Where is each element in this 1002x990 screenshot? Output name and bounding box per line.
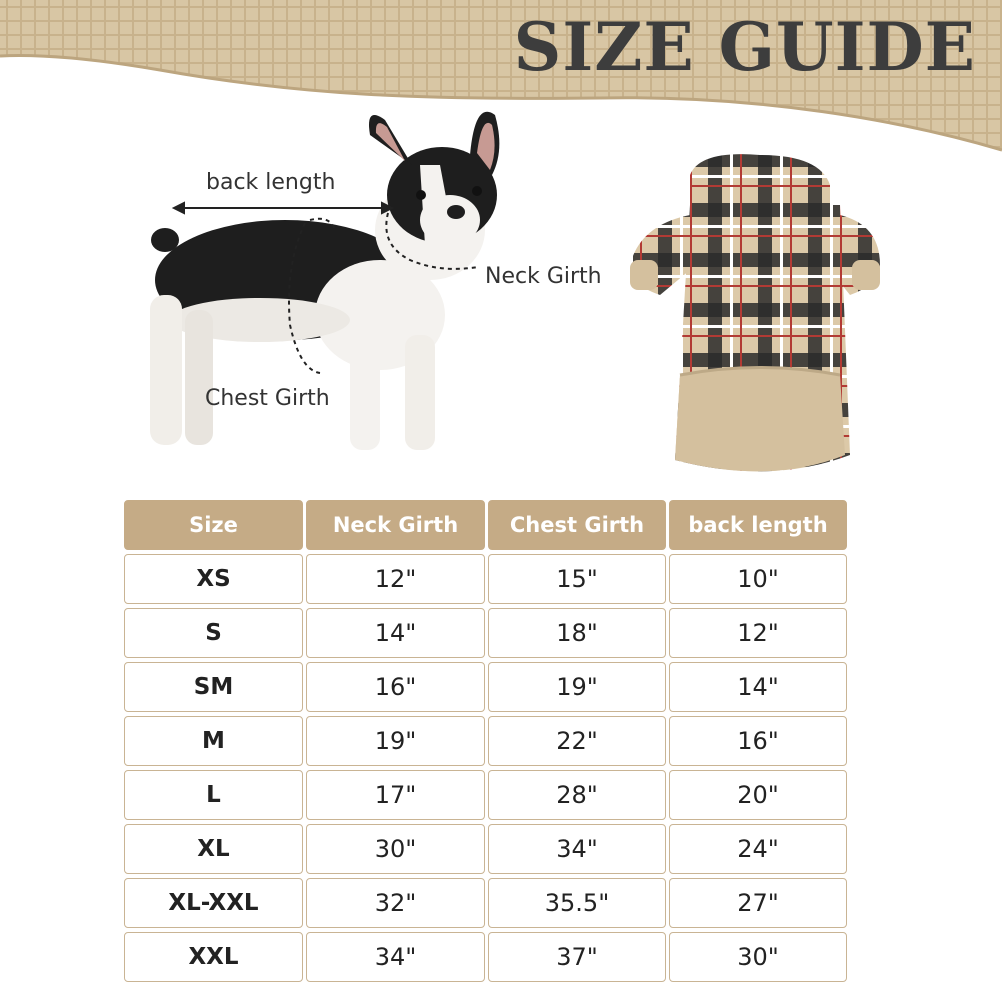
neck-cell: 19" [306, 716, 485, 766]
size-cell: M [124, 716, 303, 766]
neck-cell: 32" [306, 878, 485, 928]
header-back-length: back length [669, 500, 847, 550]
table-row [124, 824, 848, 874]
chest-cell: 18" [488, 608, 666, 658]
table-row [124, 770, 848, 820]
size-chart-table [124, 500, 848, 986]
table-row [124, 878, 848, 928]
back-cell: 30" [669, 932, 847, 982]
chest-cell: 34" [488, 824, 666, 874]
back-cell: 24" [669, 824, 847, 874]
size-cell: XS [124, 554, 303, 604]
chest-cell: 22" [488, 716, 666, 766]
table-row [124, 662, 848, 712]
neck-cell: 14" [306, 608, 485, 658]
back-cell: 10" [669, 554, 847, 604]
neck-cell: 16" [306, 662, 485, 712]
table-row [124, 716, 848, 766]
chest-girth-label: Chest Girth [205, 386, 330, 411]
back-cell: 20" [669, 770, 847, 820]
hoodie-illustration [630, 154, 880, 471]
header-size: Size [124, 500, 303, 550]
back-length-arrow [174, 203, 392, 213]
neck-girth-label: Neck Girth [485, 264, 602, 289]
table-row [124, 932, 848, 982]
chest-cell: 37" [488, 932, 666, 982]
size-cell: XL [124, 824, 303, 874]
page-title: SIZE GUIDE [513, 8, 976, 86]
neck-cell: 30" [306, 824, 485, 874]
neck-cell: 34" [306, 932, 485, 982]
neck-cell: 17" [306, 770, 485, 820]
back-length-label: back length [206, 170, 336, 195]
size-cell: L [124, 770, 303, 820]
chest-cell: 15" [488, 554, 666, 604]
chest-cell: 28" [488, 770, 666, 820]
back-cell: 12" [669, 608, 847, 658]
chest-cell: 35.5" [488, 878, 666, 928]
table-header-row [124, 500, 848, 550]
neck-cell: 12" [306, 554, 485, 604]
back-cell: 27" [669, 878, 847, 928]
header-neck-girth: Neck Girth [306, 500, 485, 550]
size-cell: XXL [124, 932, 303, 982]
size-cell: XL-XXL [124, 878, 303, 928]
chest-cell: 19" [488, 662, 666, 712]
size-cell: S [124, 608, 303, 658]
back-cell: 14" [669, 662, 847, 712]
back-cell: 16" [669, 716, 847, 766]
header-chest-girth: Chest Girth [488, 500, 666, 550]
dog-and-hoodie-illustration [0, 95, 1002, 495]
table-row [124, 608, 848, 658]
table-row [124, 554, 848, 604]
size-cell: SM [124, 662, 303, 712]
